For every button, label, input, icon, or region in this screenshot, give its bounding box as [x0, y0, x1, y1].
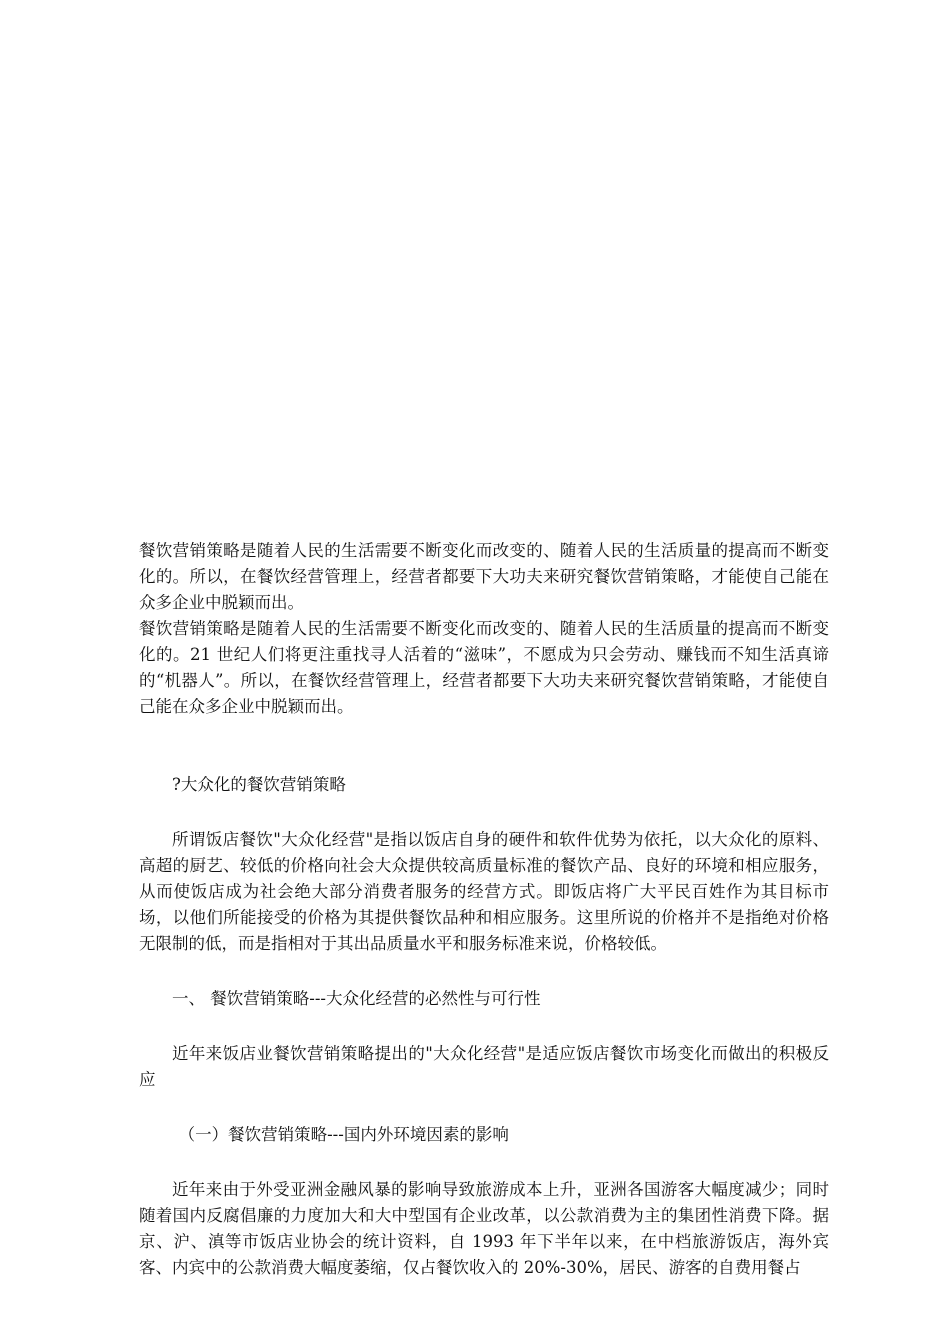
section-heading-mass-marketing: ?大众化的餐饮营销策略	[172, 775, 346, 794]
heading-necessity-feasibility: 一、 餐饮营销策略---大众化经营的必然性与可行性	[172, 989, 541, 1008]
environment-paragraph: 近年来由于外受亚洲金融风暴的影响导致旅游成本上升，亚洲各国游客大幅度减少；同时随着国内反腐倡廉的力度加大和大中型国有企业改革，以公款消费为主的集团性消费下降。据京、沪、滇等市饭店业协会的统计资料，自 1993 年下半年以来，在中档旅游饭店，海外宾客、内宾中的公款消费大幅度萎缩，仅占餐饮收入的 20%-30%，居民、游客的自费用餐占	[139, 1180, 829, 1277]
subheading-environment-factors: （一）餐饮营销策略---国内外环境因素的影响	[178, 1125, 509, 1144]
document-body	[139, 538, 829, 1281]
intro-paragraph-2: 餐饮营销策略是随着人民的生活需要不断变化而改变的、随着人民的生活质量的提高而不断变化的。21 世纪人们将更注重找寻人活着的“滋味”，不愿成为只会劳动、赚钱而不知生活真谛的“机器人”。所以，在餐饮经营管理上，经营者都要下大功夫来研究餐饮营销策略，才能使自己能在众多企业中脱颖而出。	[139, 619, 829, 716]
definition-paragraph: 所谓饭店餐饮"大众化经营"是指以饭店自身的硬件和软件优势为依托，以大众化的原料、高超的厨艺、较低的价格向社会大众提供较高质量标准的餐饮产品、良好的环境和相应服务，从而使饭店成为社会绝大部分消费者服务的经营方式。即饭店将广大平民百姓作为其目标市场，以他们所能接受的价格为其提供餐饮品种和相应服务。这里所说的价格并不是指绝对价格无限制的低，而是指相对于其出品质量水平和服务标准来说，价格较低。	[139, 830, 829, 953]
market-response-paragraph: 近年来饭店业餐饮营销策略提出的"大众化经营"是适应饭店餐饮市场变化而做出的积极反应	[139, 1044, 829, 1089]
intro-paragraph-1: 餐饮营销策略是随着人民的生活需要不断变化而改变的、随着人民的生活质量的提高而不断变化的。所以，在餐饮经营管理上，经营者都要下大功夫来研究餐饮营销策略，才能使自己能在众多企业中脱颖而出。	[139, 541, 829, 612]
